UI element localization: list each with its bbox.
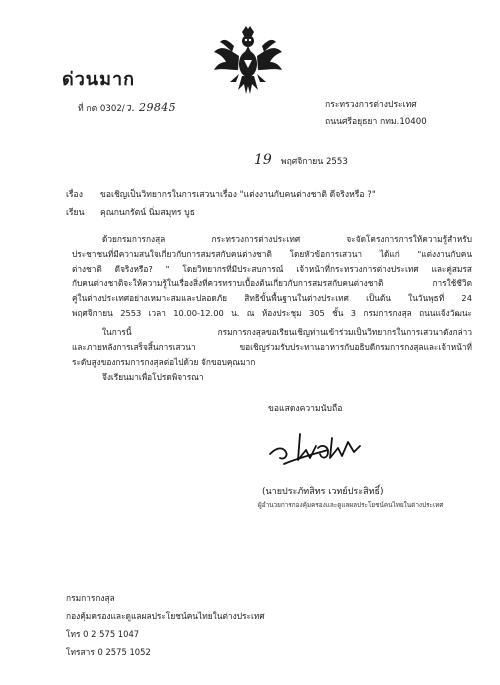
subject-label: เรื่อง xyxy=(66,190,83,200)
body-line: คู่ในต่างประเทศอย่างเหมาะสมและปลอดภัย สิทธิขั้นพื้นฐานในต่างประเทศ เป็นต้น ในวันพุธที่ 24 xyxy=(72,293,472,304)
garuda-emblem-icon xyxy=(212,26,284,96)
footer-department: กรมการกงสุล xyxy=(66,593,115,603)
footer-telephone: โทร 0 2 575 1047 xyxy=(66,629,140,639)
body-paragraph-2 xyxy=(72,325,472,369)
reference-prefix: ที่ กต 0302/ xyxy=(78,104,125,114)
footer-contact xyxy=(66,591,265,660)
recipient-label: เรียน xyxy=(66,208,85,218)
ministry-name: กระทรวงการต่างประเทศ xyxy=(325,100,417,110)
reference-value: ว. 29845 xyxy=(124,101,177,114)
body-line: จึงเรียนมาเพื่อโปรดพิจารณา xyxy=(102,372,204,382)
body-line: กับคนต่างชาติจะให้ความรู้ในเรื่องสิ่งที่ควรทราบเบื้องต้นเกี่ยวกับการสมรสกับคนต่างชาติ การใช้ชีวิต xyxy=(72,278,472,289)
urgent-label: ด่วนมาก xyxy=(62,69,135,90)
body-paragraph-3 xyxy=(72,370,472,385)
body-line: ในการนี้ กรมการกงสุลขอเรียนเชิญท่านเข้าร่วมเป็นวิทยากรในการเสวนาดังกล่าว xyxy=(102,327,472,337)
ministry-address: ถนนศรีอยุธยา กทม.10400 xyxy=(325,117,427,127)
body-line: ระดับสูงของกรมการกงสุลต่อไปด้วย จักขอบคุณมาก xyxy=(72,356,256,367)
date-month-year: พฤศจิกายน 2553 xyxy=(280,157,348,167)
footer-division: กองคุ้มครองและดูแลผลประโยชน์คนไทยในต่างประเทศ xyxy=(66,611,265,621)
signer-name: (นายประภัทสิทร เวทย์ประสิทธิ์) xyxy=(262,487,384,497)
date-day: 19 xyxy=(254,152,272,168)
reference-number xyxy=(78,96,176,116)
body-line: พฤศจิกายน 2553 เวลา 10.00-12.00 น. ณ ห้องประชุม 305 ชั้น 3 กรมการกงสุล ถนนแจ้งวัฒนะ xyxy=(72,307,472,318)
body-line: ประชาชนที่มีความสนใจเกี่ยวกับการสมรสกับคนต่างชาติ โดยหัวข้อการเสวนา ได้แก่ "แต่งงานกับคน xyxy=(72,248,472,259)
body-line: ด้วยกรมการกงสุล กระทรวงการต่างประเทศ จะจัดโครงการการให้ความรู้สำหรับ xyxy=(102,234,472,244)
letter-date xyxy=(254,149,348,168)
body-line: ต่างชาติ ดีจริงหรือ? " โดยวิทยากรที่มีประสบการณ์ เจ้าหน้าที่กระทรวงการต่างประเทศ และคู่สมรส xyxy=(72,263,472,274)
subject-text: ขอเชิญเป็นวิทยากรในการเสวนาเรื่อง "แต่งงานกับคนต่างชาติ ดีจริงหรือ ?" xyxy=(100,190,376,200)
body-paragraph-1 xyxy=(72,232,472,321)
recipient-text: คุณกนกรัตน์ นิ่มสมุทร บูธ xyxy=(100,208,195,218)
signer-title: ผู้อำนวยการกองคุ้มครองและดูแลผลประโยชน์คนไทยในต่างประเทศ xyxy=(258,501,444,509)
handwritten-signature xyxy=(262,424,370,472)
closing-regards: ขอแสดงความนับถือ xyxy=(268,404,343,414)
body-line: และภายหลังการเสร็จสิ้นการเสวนา ขอเชิญร่วมรับประทานอาหารกับอธิบดีกรมการกงสุลและเจ้าหน้าที่ xyxy=(72,341,472,352)
footer-fax: โทรสาร 0 2575 1052 xyxy=(66,647,151,657)
